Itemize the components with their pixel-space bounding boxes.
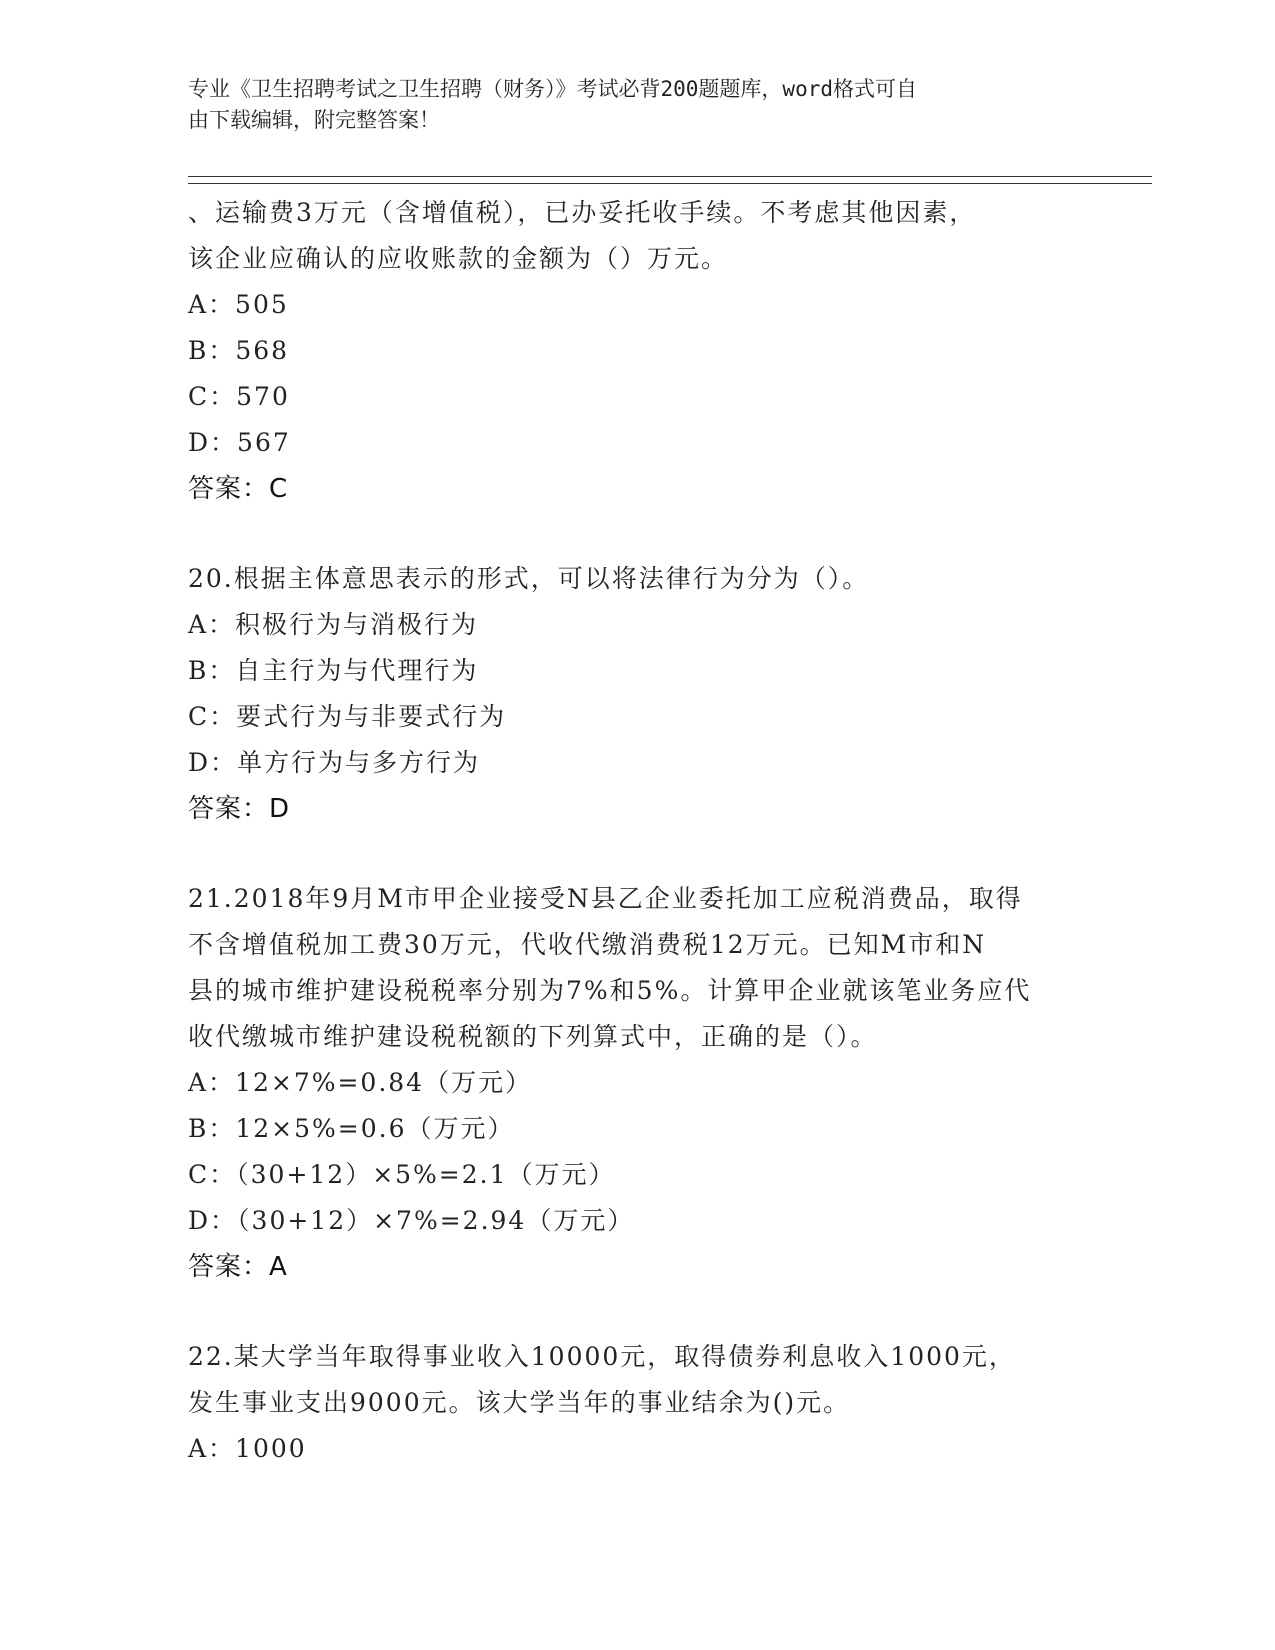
question-22 [188, 1334, 1088, 1472]
option-d: D：567 [188, 428, 291, 457]
spacer [188, 1290, 1088, 1334]
question-21 [188, 876, 1088, 1290]
question-list [188, 190, 1088, 1472]
option-c: C：（30+12）×5%=2.1（万元） [188, 1160, 616, 1189]
question-text-line: 20.根据主体意思表示的形式，可以将法律行为分为（）。 [188, 564, 870, 593]
page-header [188, 74, 1088, 136]
answer-label: 答案：C [188, 474, 289, 504]
option-b: B：12×5%=0.6（万元） [188, 1114, 515, 1143]
answer-label: 答案：A [188, 1252, 288, 1282]
header-title-line-1: 专业《卫生招聘考试之卫生招聘（财务）》考试必背200题题库，word格式可自 [188, 77, 917, 101]
question-text-line: 、运输费3万元（含增值税），已办妥托收手续。不考虑其他因素， [188, 198, 977, 227]
header-title-line-2: 由下载编辑，附完整答案！ [188, 108, 440, 132]
question-text-line: 县的城市维护建设税税率分别为7%和5%。计算甲企业就该笔业务应代 [188, 976, 1032, 1005]
answer-label: 答案：D [188, 794, 291, 824]
question-19 [188, 190, 1088, 512]
question-text-line: 收代缴城市维护建设税税额的下列算式中，正确的是（）。 [188, 1022, 878, 1051]
question-text-line: 21.2018年9月M市甲企业接受N县乙企业委托加工应税消费品，取得 [188, 884, 1023, 913]
option-d: D：单方行为与多方行为 [188, 748, 481, 777]
spacer [188, 512, 1088, 556]
question-text-line: 发生事业支出9000元。该大学当年的事业结余为()元。 [188, 1388, 851, 1417]
option-a: A：12×7%=0.84（万元） [188, 1068, 533, 1097]
option-b: B：568 [188, 336, 290, 365]
spacer [188, 832, 1088, 876]
option-c: C：要式行为与非要式行为 [188, 702, 507, 731]
option-b: B：自主行为与代理行为 [188, 656, 479, 685]
option-a: A：1000 [188, 1434, 307, 1463]
question-text-line: 该企业应确认的应收账款的金额为（）万元。 [188, 244, 729, 273]
option-c: C：570 [188, 382, 290, 411]
question-20 [188, 556, 1088, 832]
option-a: A：积极行为与消极行为 [188, 610, 479, 639]
header-double-rule [188, 176, 1152, 184]
option-d: D：（30+12）×7%=2.94（万元） [188, 1206, 635, 1235]
question-text-line: 22.某大学当年取得事业收入10000元，取得债券利息收入1000元， [188, 1342, 1016, 1371]
question-text-line: 不含增值税加工费30万元，代收代缴消费税12万元。已知M市和N [188, 930, 987, 959]
option-a: A：505 [188, 290, 289, 319]
